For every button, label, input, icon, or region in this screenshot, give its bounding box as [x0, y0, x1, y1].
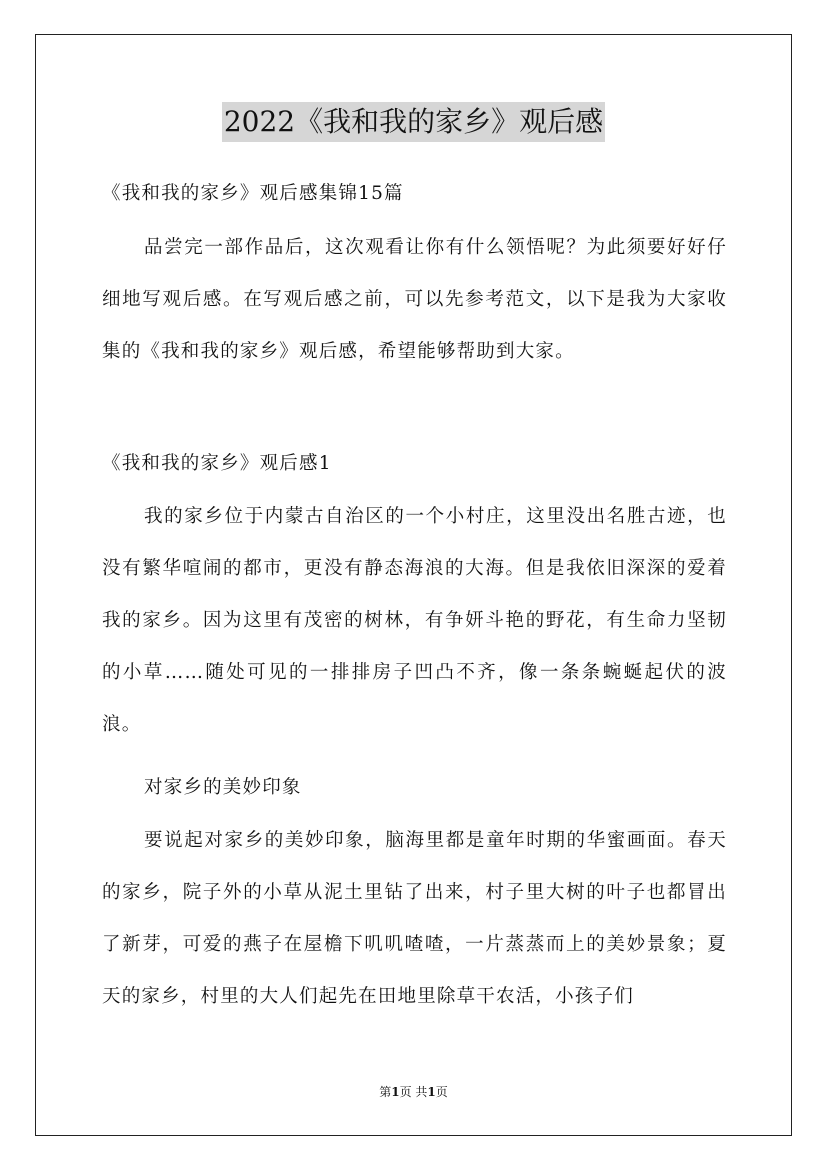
sub-heading: 对家乡的美妙印象 — [144, 777, 302, 798]
footer-page-prefix: 第 — [379, 1085, 392, 1099]
body-paragraph-1: 我的家乡位于内蒙古自治区的一个小村庄，这里没出名胜古迹，也没有繁华喧闹的都市，更没有静态海浪的大海。但是我依旧深深的爱着我的家乡。因为这里有茂密的树林，有争妍斗艳的野花，有生命力坚韧的小草……随处可见的一排排房子凹凸不齐，像一条条蜿蜒起伏的波浪。 — [102, 506, 727, 735]
footer-page-current: 1 — [391, 1085, 400, 1099]
section-heading: 《我和我的家乡》观后感1 — [102, 453, 332, 474]
intro-paragraph: 品尝完一部作品后，这次观看让你有什么领悟呢？为此须要好好仔细地写观后感。在写观后感之前，可以先参考范文，以下是我为大家收集的《我和我的家乡》观后感，希望能够帮助到大家。 — [102, 237, 727, 362]
body-paragraph-2: 要说起对家乡的美妙印象，脑海里都是童年时期的华蜜画面。春天的家乡，院子外的小草从泥土里钻了出来，村子里大树的叶子也都冒出了新芽，可爱的燕子在屋檐下叽叽喳喳，一片蒸蒸而上的美妙景象；夏天的家乡，村里的大人们起先在田地里除草干农活，小孩子们 — [102, 830, 727, 1007]
title-wrap — [0, 102, 827, 142]
document-subtitle: 《我和我的家乡》观后感集锦15篇 — [102, 183, 404, 204]
footer-page-suffix: 页 — [435, 1085, 448, 1099]
footer-page-total: 1 — [427, 1085, 436, 1099]
document-title: 2022《我和我的家乡》观后感 — [222, 102, 605, 142]
footer-page-mid: 页 共 — [399, 1085, 428, 1099]
page-footer — [0, 1083, 827, 1101]
